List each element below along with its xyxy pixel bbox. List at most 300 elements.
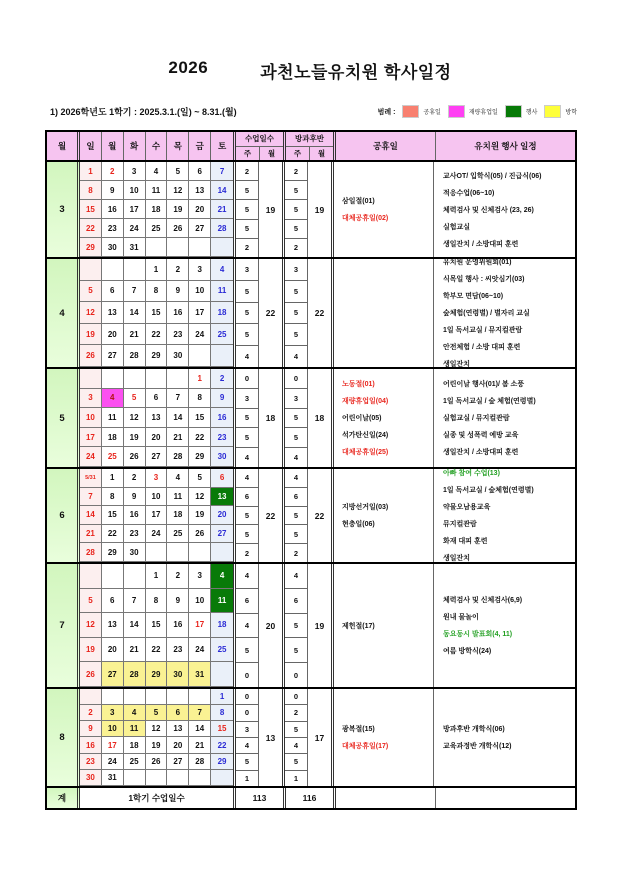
day-cell: 1 <box>146 259 168 281</box>
afterschool-week-value: 3 <box>285 389 307 409</box>
classdays-month-total: 20 <box>259 564 285 687</box>
day-cell: 11 <box>146 181 168 200</box>
classdays-week-value: 4 <box>244 352 250 362</box>
afterschool-week-value: 5 <box>285 281 307 303</box>
day-cell: 29 <box>80 238 102 257</box>
legend <box>378 105 577 118</box>
legend-swatch-공휴일 <box>402 105 419 118</box>
day-cell: 18 <box>102 428 124 448</box>
day-cell: 8 <box>146 589 168 614</box>
day-cell: 19 <box>146 737 168 753</box>
day-cell: 1 <box>189 369 211 389</box>
afterschool-week-value: 2 <box>293 548 299 558</box>
day-cell: 25 <box>211 324 233 346</box>
day-cell: 21 <box>124 638 146 663</box>
day-cell: 29 <box>189 447 211 467</box>
day-cell: 30 <box>80 770 102 786</box>
day-cell <box>124 770 146 786</box>
day-cell: 30 <box>102 238 124 257</box>
day-cell: 18 <box>211 613 233 638</box>
afterschool-month-total: 22 <box>308 469 334 562</box>
day-cell: 25 <box>124 754 146 770</box>
events-list <box>434 469 575 562</box>
holiday-list <box>334 162 434 257</box>
legend-item <box>402 105 440 118</box>
day-cell: 10 <box>146 488 168 507</box>
page-title <box>0 58 620 83</box>
event-item: 생일잔치 / 소방대피 훈련 <box>443 449 519 456</box>
day-cell: 28 <box>124 345 146 367</box>
day-cell: 3 <box>102 705 124 721</box>
afterschool-week-value: 1 <box>293 773 299 783</box>
classdays-week-value: 5 <box>236 181 258 200</box>
day-cell: 21 <box>80 525 102 544</box>
day-cell: 12 <box>189 488 211 507</box>
day-cell: 26 <box>146 754 168 770</box>
day-cell: 31 <box>102 770 124 786</box>
month-label: 6 <box>47 469 80 562</box>
month-label: 3 <box>47 162 80 257</box>
day-cell: 22 <box>146 324 168 346</box>
classdays-month-total: 19 <box>259 162 285 257</box>
classdays-week-value: 0 <box>244 670 250 680</box>
event-item: 체력검사 및 신체검사(6,9) <box>443 597 523 604</box>
month-label: 5 <box>47 369 80 467</box>
day-cell: 28 <box>167 447 189 467</box>
afterschool-week-value: 3 <box>285 259 307 281</box>
day-cell: 6 <box>189 162 211 181</box>
month-block-3 <box>47 162 575 257</box>
afterschool-week-col <box>285 162 308 257</box>
classdays-week-col <box>236 162 259 257</box>
day-cell: 14 <box>124 613 146 638</box>
day-cell <box>124 259 146 281</box>
event-item: 적응수업(06~10) <box>443 189 495 197</box>
event-item: 실험교실 / 뮤지컬관람 <box>443 415 510 422</box>
month-label: 8 <box>47 689 80 786</box>
day-header-목: 목 <box>167 132 189 160</box>
title-year: 2026 <box>168 58 209 77</box>
day-cell <box>124 564 146 589</box>
day-cell: 27 <box>189 219 211 238</box>
classdays-week-value: 3 <box>236 722 258 738</box>
title-name: 과천노들유치원 학사일정 <box>260 63 452 82</box>
day-cell: 28 <box>124 662 146 687</box>
afterschool-week-col <box>285 259 308 367</box>
day-cell: 16 <box>102 200 124 219</box>
event-item: 어린이날 행사(01)/ 봄 소풍 <box>443 381 525 388</box>
day-cell: 12 <box>124 408 146 428</box>
day-cell <box>189 689 211 705</box>
day-cell <box>80 564 102 589</box>
event-item: 교사OT/ 입학식(05) / 진급식(06) <box>443 172 542 180</box>
day-cell: 5 <box>167 162 189 181</box>
day-cell: 19 <box>80 638 102 663</box>
classdays-week-value: 2 <box>244 243 250 253</box>
events-list <box>434 369 575 467</box>
classdays-week-value: 4 <box>244 453 250 463</box>
day-cell <box>102 259 124 281</box>
afterschool-week-value: 5 <box>285 754 307 770</box>
event-item: 숲체험(연령별) / 별자리 교실 <box>443 310 530 317</box>
day-cell: 28 <box>211 219 233 238</box>
holiday-item: 현충일(06) <box>342 521 375 528</box>
day-cell: 31 <box>189 662 211 687</box>
day-cell: 27 <box>102 662 124 687</box>
day-cell <box>146 689 168 705</box>
day-cell: 27 <box>146 447 168 467</box>
day-cell: 13 <box>146 408 168 428</box>
day-cell: 22 <box>80 219 102 238</box>
day-header-토: 토 <box>217 141 227 151</box>
classdays-week-value: 5 <box>236 324 258 346</box>
event-item: 1일 독서교실 / 숲체험(연령별) <box>443 487 534 494</box>
day-cell: 23 <box>124 525 146 544</box>
holiday-item: 대체공휴일(02) <box>342 215 389 222</box>
day-cell: 24 <box>146 525 168 544</box>
day-header-일: 일 <box>80 132 102 160</box>
day-cell: 3 <box>189 564 211 589</box>
holiday-item: 석가탄신일(24) <box>342 432 389 439</box>
day-grid <box>80 259 236 367</box>
day-cell <box>80 689 102 705</box>
day-cell: 10 <box>189 281 211 303</box>
day-cell <box>189 543 211 562</box>
day-headers <box>80 132 236 160</box>
day-cell: 25 <box>102 447 124 467</box>
day-cell: 15 <box>80 200 102 219</box>
afterschool-week-value: 5 <box>285 303 307 325</box>
day-cell: 16 <box>80 737 102 753</box>
afterschool-week-value: 4 <box>285 738 307 754</box>
header-week-label: 주 <box>286 147 310 161</box>
day-cell: 19 <box>124 428 146 448</box>
legend-item-label: 행사 <box>525 110 538 116</box>
day-cell: 12 <box>146 721 168 737</box>
classdays-week-value: 3 <box>236 259 258 281</box>
month-block-7 <box>47 562 575 687</box>
day-cell: 1 <box>211 689 233 705</box>
day-cell: 27 <box>102 345 124 367</box>
day-cell <box>124 689 146 705</box>
day-cell: 9 <box>102 181 124 200</box>
day-cell: 11 <box>124 721 146 737</box>
classdays-week-value: 4 <box>236 469 258 488</box>
day-cell <box>189 345 211 367</box>
afterschool-week-col <box>285 369 308 467</box>
classdays-week-value: 6 <box>236 488 258 507</box>
day-cell <box>167 238 189 257</box>
day-cell: 6 <box>211 469 233 488</box>
event-item: 아빠 참여 수업(13) <box>443 470 500 477</box>
event-item: 1일 독서교실 / 뮤지컬관람 <box>443 327 523 334</box>
day-cell: 2 <box>167 259 189 281</box>
day-cell: 19 <box>80 324 102 346</box>
afterschool-week-value: 4 <box>285 469 307 488</box>
total-holiday-empty <box>336 788 436 808</box>
day-cell: 11 <box>211 281 233 303</box>
day-cell: 3 <box>146 469 168 488</box>
day-cell <box>146 369 168 389</box>
afterschool-week-col <box>285 469 308 562</box>
day-cell: 22 <box>102 525 124 544</box>
event-item: 생일잔치 / 소방대피 훈련 <box>443 240 519 248</box>
day-cell: 15 <box>102 506 124 525</box>
day-header-화: 화 <box>124 132 146 160</box>
day-cell: 13 <box>102 613 124 638</box>
day-cell: 22 <box>146 638 168 663</box>
event-item: 생일잔치 <box>443 555 471 562</box>
classdays-month-total: 22 <box>259 469 285 562</box>
day-cell <box>211 662 233 687</box>
day-cell: 18 <box>146 200 168 219</box>
header-afterschool-sub <box>286 147 333 161</box>
day-cell: 8 <box>146 281 168 303</box>
day-cell: 20 <box>102 324 124 346</box>
day-cell <box>167 689 189 705</box>
legend-item <box>448 105 498 118</box>
table-header <box>47 132 575 162</box>
day-cell: 17 <box>146 506 168 525</box>
day-grid <box>80 564 236 687</box>
legend-item-label: 방학 <box>565 110 577 116</box>
classdays-week-value: 0 <box>236 689 258 705</box>
day-cell: 25 <box>167 525 189 544</box>
afterschool-month-total: 17 <box>308 689 334 786</box>
afterschool-week-value: 0 <box>285 369 307 389</box>
day-cell <box>124 369 146 389</box>
classdays-week-value: 5 <box>236 409 258 429</box>
day-cell <box>102 689 124 705</box>
day-cell: 15 <box>189 408 211 428</box>
day-cell <box>167 770 189 786</box>
day-cell: 13 <box>102 302 124 324</box>
classdays-week-value: 4 <box>236 564 258 589</box>
holiday-item: 광복절(15) <box>342 726 375 733</box>
month-block-8 <box>47 687 575 786</box>
day-cell: 5 <box>80 589 102 614</box>
day-cell: 7 <box>211 162 233 181</box>
day-cell: 20 <box>211 506 233 525</box>
afterschool-week-value: 5 <box>285 614 307 639</box>
day-cell: 9 <box>80 721 102 737</box>
event-item: 교육과정반 개학식(12) <box>443 743 512 750</box>
classdays-week-value: 5 <box>236 638 258 663</box>
day-grid <box>80 162 236 257</box>
day-cell: 10 <box>102 721 124 737</box>
day-cell: 3 <box>124 162 146 181</box>
day-header-금: 금 <box>189 132 211 160</box>
total-afterschool: 116 <box>286 788 336 808</box>
day-cell: 16 <box>167 613 189 638</box>
classdays-week-col <box>236 259 259 367</box>
day-cell: 23 <box>211 428 233 448</box>
afterschool-week-value: 4 <box>293 352 299 362</box>
classdays-week-value: 5 <box>236 303 258 325</box>
day-cell: 23 <box>80 754 102 770</box>
day-cell <box>189 238 211 257</box>
day-cell: 6 <box>167 705 189 721</box>
day-cell: 25 <box>146 219 168 238</box>
day-cell <box>146 770 168 786</box>
day-cell: 7 <box>189 705 211 721</box>
day-cell: 28 <box>80 543 102 562</box>
day-cell: 17 <box>189 302 211 324</box>
day-cell: 29 <box>146 662 168 687</box>
month-block-4 <box>47 257 575 367</box>
header-afterschool-label: 방과후반 <box>286 132 333 147</box>
classdays-month-total: 18 <box>259 369 285 467</box>
month-blocks <box>47 162 575 786</box>
holiday-list <box>334 259 434 367</box>
classdays-month-total: 22 <box>259 259 285 367</box>
classdays-week-value: 0 <box>236 705 258 721</box>
afterschool-month-total: 19 <box>308 162 334 257</box>
legend-item <box>544 105 577 118</box>
afterschool-week-value: 5 <box>285 428 307 448</box>
classdays-week-value: 5 <box>236 281 258 303</box>
day-cell: 18 <box>211 302 233 324</box>
day-cell: 26 <box>80 345 102 367</box>
events-list <box>434 689 575 786</box>
event-item: 안전체험 / 소방 대피 훈련 <box>443 344 521 351</box>
legend-item <box>505 105 538 118</box>
day-cell: 9 <box>124 488 146 507</box>
day-cell: 20 <box>189 200 211 219</box>
day-cell: 1 <box>102 469 124 488</box>
day-cell: 30 <box>167 662 189 687</box>
total-classdays: 113 <box>236 788 286 808</box>
day-cell: 28 <box>189 754 211 770</box>
afterschool-week-value: 6 <box>285 589 307 614</box>
day-cell: 2 <box>124 469 146 488</box>
day-grid <box>80 369 236 467</box>
day-grid <box>80 689 236 786</box>
classdays-week-col <box>236 689 259 786</box>
day-cell: 30 <box>167 345 189 367</box>
classdays-week-col <box>236 564 259 687</box>
day-cell: 10 <box>189 589 211 614</box>
afterschool-week-value: 5 <box>285 525 307 544</box>
afterschool-month-total: 22 <box>308 259 334 367</box>
day-cell: 2 <box>167 564 189 589</box>
total-desc: 1학기 수업일수 <box>80 788 236 808</box>
day-cell: 14 <box>189 721 211 737</box>
classdays-week-value: 2 <box>236 162 258 181</box>
event-item: 원내 물놀이 <box>443 614 479 621</box>
day-cell: 27 <box>167 754 189 770</box>
afterschool-week-value: 4 <box>293 453 299 463</box>
classdays-week-value: 2 <box>244 548 250 558</box>
day-cell: 7 <box>80 488 102 507</box>
holiday-item: 어린이날(05) <box>342 415 382 422</box>
afterschool-week-value: 5 <box>285 324 307 346</box>
classdays-week-value: 5 <box>236 220 258 239</box>
day-cell: 18 <box>124 737 146 753</box>
calendar-table <box>45 130 577 810</box>
day-cell: 6 <box>102 589 124 614</box>
legend-item-label: 재량휴업일 <box>468 110 498 116</box>
afterschool-week-col <box>285 564 308 687</box>
holiday-list <box>334 564 434 687</box>
header-classdays-label: 수업일수 <box>236 132 283 147</box>
day-cell: 5 <box>80 281 102 303</box>
afterschool-week-value: 5 <box>285 181 307 200</box>
day-cell: 15 <box>146 302 168 324</box>
day-cell: 8 <box>80 181 102 200</box>
event-item: 식목일 행사 : 씨앗심기(03) <box>443 276 525 283</box>
day-cell: 24 <box>189 324 211 346</box>
month-label: 4 <box>47 259 80 367</box>
day-cell: 26 <box>167 219 189 238</box>
day-cell: 14 <box>80 506 102 525</box>
day-cell: 13 <box>189 181 211 200</box>
classdays-week-col <box>236 469 259 562</box>
day-cell: 2 <box>102 162 124 181</box>
month-block-5 <box>47 367 575 467</box>
day-cell: 17 <box>124 200 146 219</box>
event-item: 화재 대피 훈련 <box>443 538 488 545</box>
sub-row <box>50 105 577 118</box>
classdays-week-value: 0 <box>236 369 258 389</box>
day-cell: 30 <box>211 447 233 467</box>
day-cell: 24 <box>102 754 124 770</box>
day-cell: 16 <box>211 408 233 428</box>
afterschool-week-value: 5 <box>285 220 307 239</box>
day-cell <box>211 770 233 786</box>
day-cell: 11 <box>211 589 233 614</box>
holiday-list <box>334 469 434 562</box>
day-cell <box>80 369 102 389</box>
classdays-week-value: 4 <box>236 738 258 754</box>
day-cell: 24 <box>189 638 211 663</box>
month-block-6 <box>47 467 575 562</box>
day-cell <box>167 369 189 389</box>
event-item: 실험교실 <box>443 223 471 231</box>
day-cell: 14 <box>211 181 233 200</box>
day-cell: 23 <box>102 219 124 238</box>
day-grid <box>80 469 236 562</box>
day-cell <box>146 543 168 562</box>
header-monthtotal-label: 월 <box>317 148 326 158</box>
day-header-월: 월 <box>102 132 124 160</box>
classdays-week-value: 5 <box>236 525 258 544</box>
legend-swatch-방학 <box>544 105 561 118</box>
day-cell: 8 <box>189 389 211 409</box>
day-cell: 14 <box>167 408 189 428</box>
day-cell: 23 <box>167 638 189 663</box>
classdays-week-value: 5 <box>236 428 258 448</box>
classdays-week-value: 5 <box>236 200 258 219</box>
day-cell: 2 <box>211 369 233 389</box>
classdays-week-value: 6 <box>236 589 258 614</box>
day-cell: 8 <box>102 488 124 507</box>
event-item: 뮤지컬관람 <box>443 521 477 528</box>
day-cell: 8 <box>211 705 233 721</box>
day-cell: 5 <box>124 389 146 409</box>
day-cell: 29 <box>211 754 233 770</box>
day-cell <box>102 369 124 389</box>
afterschool-week-value: 0 <box>285 689 307 705</box>
day-cell: 4 <box>102 389 124 409</box>
day-cell: 21 <box>124 324 146 346</box>
classdays-week-value: 1 <box>244 773 250 783</box>
day-cell: 20 <box>146 428 168 448</box>
day-cell: 20 <box>167 737 189 753</box>
events-list <box>434 162 575 257</box>
event-item: 체력검사 및 신체검사 (23, 26) <box>443 206 534 214</box>
day-cell: 3 <box>189 259 211 281</box>
